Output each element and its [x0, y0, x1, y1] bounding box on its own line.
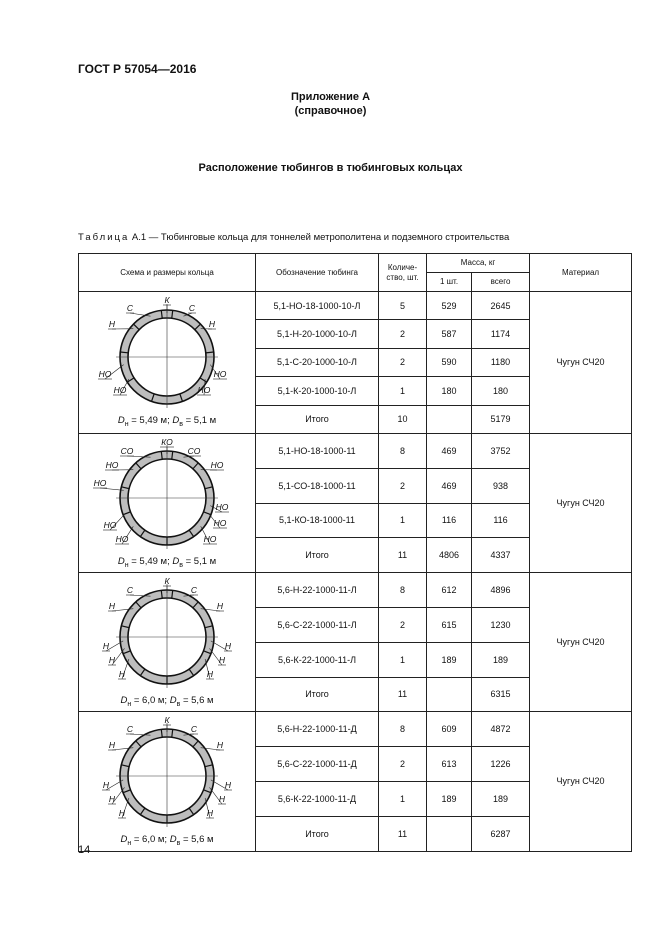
dv-subscript: в [176, 700, 181, 708]
cell-quantity: 10 [379, 405, 427, 433]
segment-label: К [164, 576, 170, 586]
cell-quantity: 2 [379, 607, 427, 642]
ring-diagram [82, 716, 252, 834]
table-caption [78, 232, 509, 243]
cell-quantity: 11 [379, 677, 427, 712]
cell-mass-one: 529 [427, 292, 472, 320]
segment-label: С [190, 723, 198, 734]
cell-designation: 5,6-Н-22-1000-11-Л [256, 573, 379, 608]
cell-quantity: 1 [379, 503, 427, 538]
cell-quantity: 2 [379, 320, 427, 348]
dv-value: = 5,1 м [185, 555, 217, 567]
cell-quantity: 2 [379, 468, 427, 503]
cell-mass-one: 590 [427, 348, 472, 376]
cell-quantity: 11 [379, 538, 427, 573]
header-mass-total: всего [472, 273, 530, 292]
cell-mass-one [427, 677, 472, 712]
segment-label: НО [113, 385, 127, 396]
segment-label: Н [208, 319, 216, 330]
annex-heading [0, 90, 661, 118]
segment-label: Н [108, 793, 116, 804]
section-title: Расположение тюбингов в тюбинговых кольцах [198, 162, 463, 174]
page-number: 14 [78, 844, 91, 856]
cell-designation: 5,6-С-22-1000-11-Л [256, 607, 379, 642]
cell-material: Чугун СЧ20 [530, 573, 632, 712]
cell-designation: Итого [256, 405, 379, 433]
segment-label: НО [93, 477, 107, 488]
segment-label: НО [210, 459, 224, 470]
cell-designation: Итого [256, 538, 379, 573]
dn-value: = 6,0 м; [133, 694, 168, 706]
segment-label: Н [108, 319, 116, 330]
cell-material: Чугун СЧ20 [530, 712, 632, 851]
cell-mass-total: 1226 [472, 747, 530, 782]
dn-subscript: н [127, 839, 132, 847]
cell-mass-total: 4896 [472, 573, 530, 608]
ring-diagram [82, 297, 252, 415]
segment-label: С [188, 303, 196, 314]
dv-value: = 5,6 м [182, 833, 214, 845]
segment-label: Н [218, 793, 226, 804]
ring-scheme-cell [79, 573, 256, 712]
segment-label: Н [108, 739, 116, 750]
segment-label: НО [105, 459, 119, 470]
dn-value: = 5,49 м; [131, 555, 170, 567]
cell-designation: 5,6-С-22-1000-11-Д [256, 747, 379, 782]
tubing-table [78, 253, 632, 852]
cell-quantity: 8 [379, 573, 427, 608]
cell-designation: Итого [256, 677, 379, 712]
segment-label: НО [203, 533, 217, 544]
segment-label: Н [108, 600, 116, 611]
annex-title: Приложение А [290, 91, 371, 103]
segment-label: НО [103, 519, 117, 530]
dv-value: = 5,1 м [185, 415, 217, 427]
segment-label: Н [206, 668, 214, 679]
cell-designation: 5,6-Н-22-1000-11-Д [256, 712, 379, 747]
cell-quantity: 1 [379, 377, 427, 405]
cell-mass-one: 116 [427, 503, 472, 538]
ring-dimensions: $D_н = 6,0$ м; $D_в = 5,6$ м [120, 694, 214, 708]
header-quantity: Количе-ство, шт. [379, 254, 427, 292]
ring-scheme-cell [79, 292, 256, 434]
segment-label: НО [215, 501, 229, 512]
cell-quantity: 11 [379, 816, 427, 851]
cell-mass-one [427, 816, 472, 851]
cell-designation: 5,1-СО-18-1000-11 [256, 468, 379, 503]
cell-mass-total: 189 [472, 781, 530, 816]
ring-dimensions: $D_н = 5,49$ м; $D_в = 5,1$ м [117, 555, 217, 569]
cell-mass-total: 6315 [472, 677, 530, 712]
cell-mass-one: 587 [427, 320, 472, 348]
cell-mass-one: 615 [427, 607, 472, 642]
dv-subscript: в [176, 839, 181, 847]
cell-mass-total: 116 [472, 503, 530, 538]
cell-designation: Итого [256, 816, 379, 851]
cell-mass-one: 469 [427, 433, 472, 468]
table-row [79, 292, 632, 320]
segment-label: Н [102, 640, 110, 651]
segment-label: К [164, 715, 170, 725]
ring-diagram [82, 577, 252, 695]
dn-value: = 6,0 м; [133, 833, 168, 845]
cell-designation: 5,1-К-20-1000-10-Л [256, 377, 379, 405]
cell-mass-total: 189 [472, 642, 530, 677]
segment-label: К [164, 297, 170, 306]
cell-quantity: 8 [379, 712, 427, 747]
segment-label: Н [102, 779, 110, 790]
table-row [79, 573, 632, 608]
dv-subscript: в [179, 561, 183, 569]
cell-mass-total: 6287 [472, 816, 530, 851]
segment-label: НО [213, 369, 227, 380]
ring-diagram [82, 438, 252, 556]
segment-label: Н [216, 739, 224, 750]
caption-text: — Тюбинговые кольца для тоннелей метрополитена и подземного строительства [148, 232, 510, 243]
cell-mass-one [427, 405, 472, 433]
cell-mass-total: 938 [472, 468, 530, 503]
dn-subscript: н [124, 561, 129, 569]
header-mass-one: 1 шт. [427, 273, 472, 292]
header-designation: Обозначение тюбинга [256, 254, 379, 292]
cell-mass-total: 1174 [472, 320, 530, 348]
cell-quantity: 8 [379, 433, 427, 468]
cell-mass-one: 612 [427, 573, 472, 608]
table-row [79, 712, 632, 747]
cell-designation: 5,6-К-22-1000-11-Л [256, 642, 379, 677]
cell-designation: 5,6-К-22-1000-11-Д [256, 781, 379, 816]
segment-label: НО [98, 369, 112, 380]
cell-mass-total: 180 [472, 377, 530, 405]
segment-label: Н [108, 654, 116, 665]
cell-mass-one: 180 [427, 377, 472, 405]
document-header: ГОСТ Р 57054—2016 [78, 62, 197, 76]
cell-designation: 5,1-Н-20-1000-10-Л [256, 320, 379, 348]
segment-label: Н [118, 807, 126, 818]
ring-dimensions: $D_н = 6,0$ м; $D_в = 5,6$ м [120, 833, 214, 847]
segment-label: С [126, 303, 134, 314]
ring-scheme-cell [79, 433, 256, 572]
table-header-row [79, 254, 632, 273]
cell-mass-one: 189 [427, 642, 472, 677]
segment-label: СО [120, 445, 134, 456]
cell-mass-total: 3752 [472, 433, 530, 468]
cell-designation: 5,1-КО-18-1000-11 [256, 503, 379, 538]
segment-label: Н [206, 807, 214, 818]
segment-label: С [126, 584, 134, 595]
segment-label: НО [213, 517, 227, 528]
header-mass: Масса, кг [427, 254, 530, 273]
header-scheme: Схема и размеры кольца [79, 254, 256, 292]
ring-dimensions: $D_н = 5,49$ м; $D_в = 5,1$ м [117, 415, 217, 428]
cell-quantity: 2 [379, 348, 427, 376]
cell-mass-one: 609 [427, 712, 472, 747]
segment-label: С [190, 584, 198, 595]
dn-subscript: н [127, 700, 132, 708]
cell-quantity: 1 [379, 642, 427, 677]
segment-label: НО [197, 385, 211, 396]
segment-label: Н [118, 668, 126, 679]
segment-label: Н [216, 600, 224, 611]
cell-quantity: 1 [379, 781, 427, 816]
segment-label: Н [224, 779, 232, 790]
cell-designation: 5,1-С-20-1000-10-Л [256, 348, 379, 376]
cell-quantity: 5 [379, 292, 427, 320]
caption-number: А.1 [131, 232, 147, 243]
segment-label: СО [187, 445, 201, 456]
segment-label: С [126, 723, 134, 734]
segment-label: Н [224, 640, 232, 651]
dn-subscript: н [124, 420, 129, 428]
cell-mass-total: 5179 [472, 405, 530, 433]
cell-designation: 5,1-НО-18-1000-10-Л [256, 292, 379, 320]
cell-mass-one: 469 [427, 468, 472, 503]
cell-mass-total: 2645 [472, 292, 530, 320]
cell-mass-total: 4872 [472, 712, 530, 747]
segment-joint [206, 352, 214, 353]
cell-mass-total: 4337 [472, 538, 530, 573]
segment-joint [120, 352, 128, 353]
caption-prefix: Таблица [78, 232, 130, 243]
annex-subtitle: (справочное) [294, 105, 367, 117]
cell-mass-one: 4806 [427, 538, 472, 573]
dn-value: = 5,49 м; [131, 415, 170, 427]
dv-subscript: в [179, 420, 183, 428]
table-row [79, 433, 632, 468]
cell-designation: 5,1-НО-18-1000-11 [256, 433, 379, 468]
ring-scheme-cell [79, 712, 256, 851]
cell-material: Чугун СЧ20 [530, 292, 632, 434]
cell-mass-total: 1180 [472, 348, 530, 376]
segment-label: Н [218, 654, 226, 665]
cell-mass-one: 613 [427, 747, 472, 782]
segment-label: НО [115, 533, 129, 544]
cell-mass-one: 189 [427, 781, 472, 816]
cell-quantity: 2 [379, 747, 427, 782]
segment-label: КО [161, 437, 173, 447]
header-material: Материал [530, 254, 632, 292]
cell-material: Чугун СЧ20 [530, 433, 632, 572]
cell-mass-total: 1230 [472, 607, 530, 642]
dv-value: = 5,6 м [182, 694, 214, 706]
